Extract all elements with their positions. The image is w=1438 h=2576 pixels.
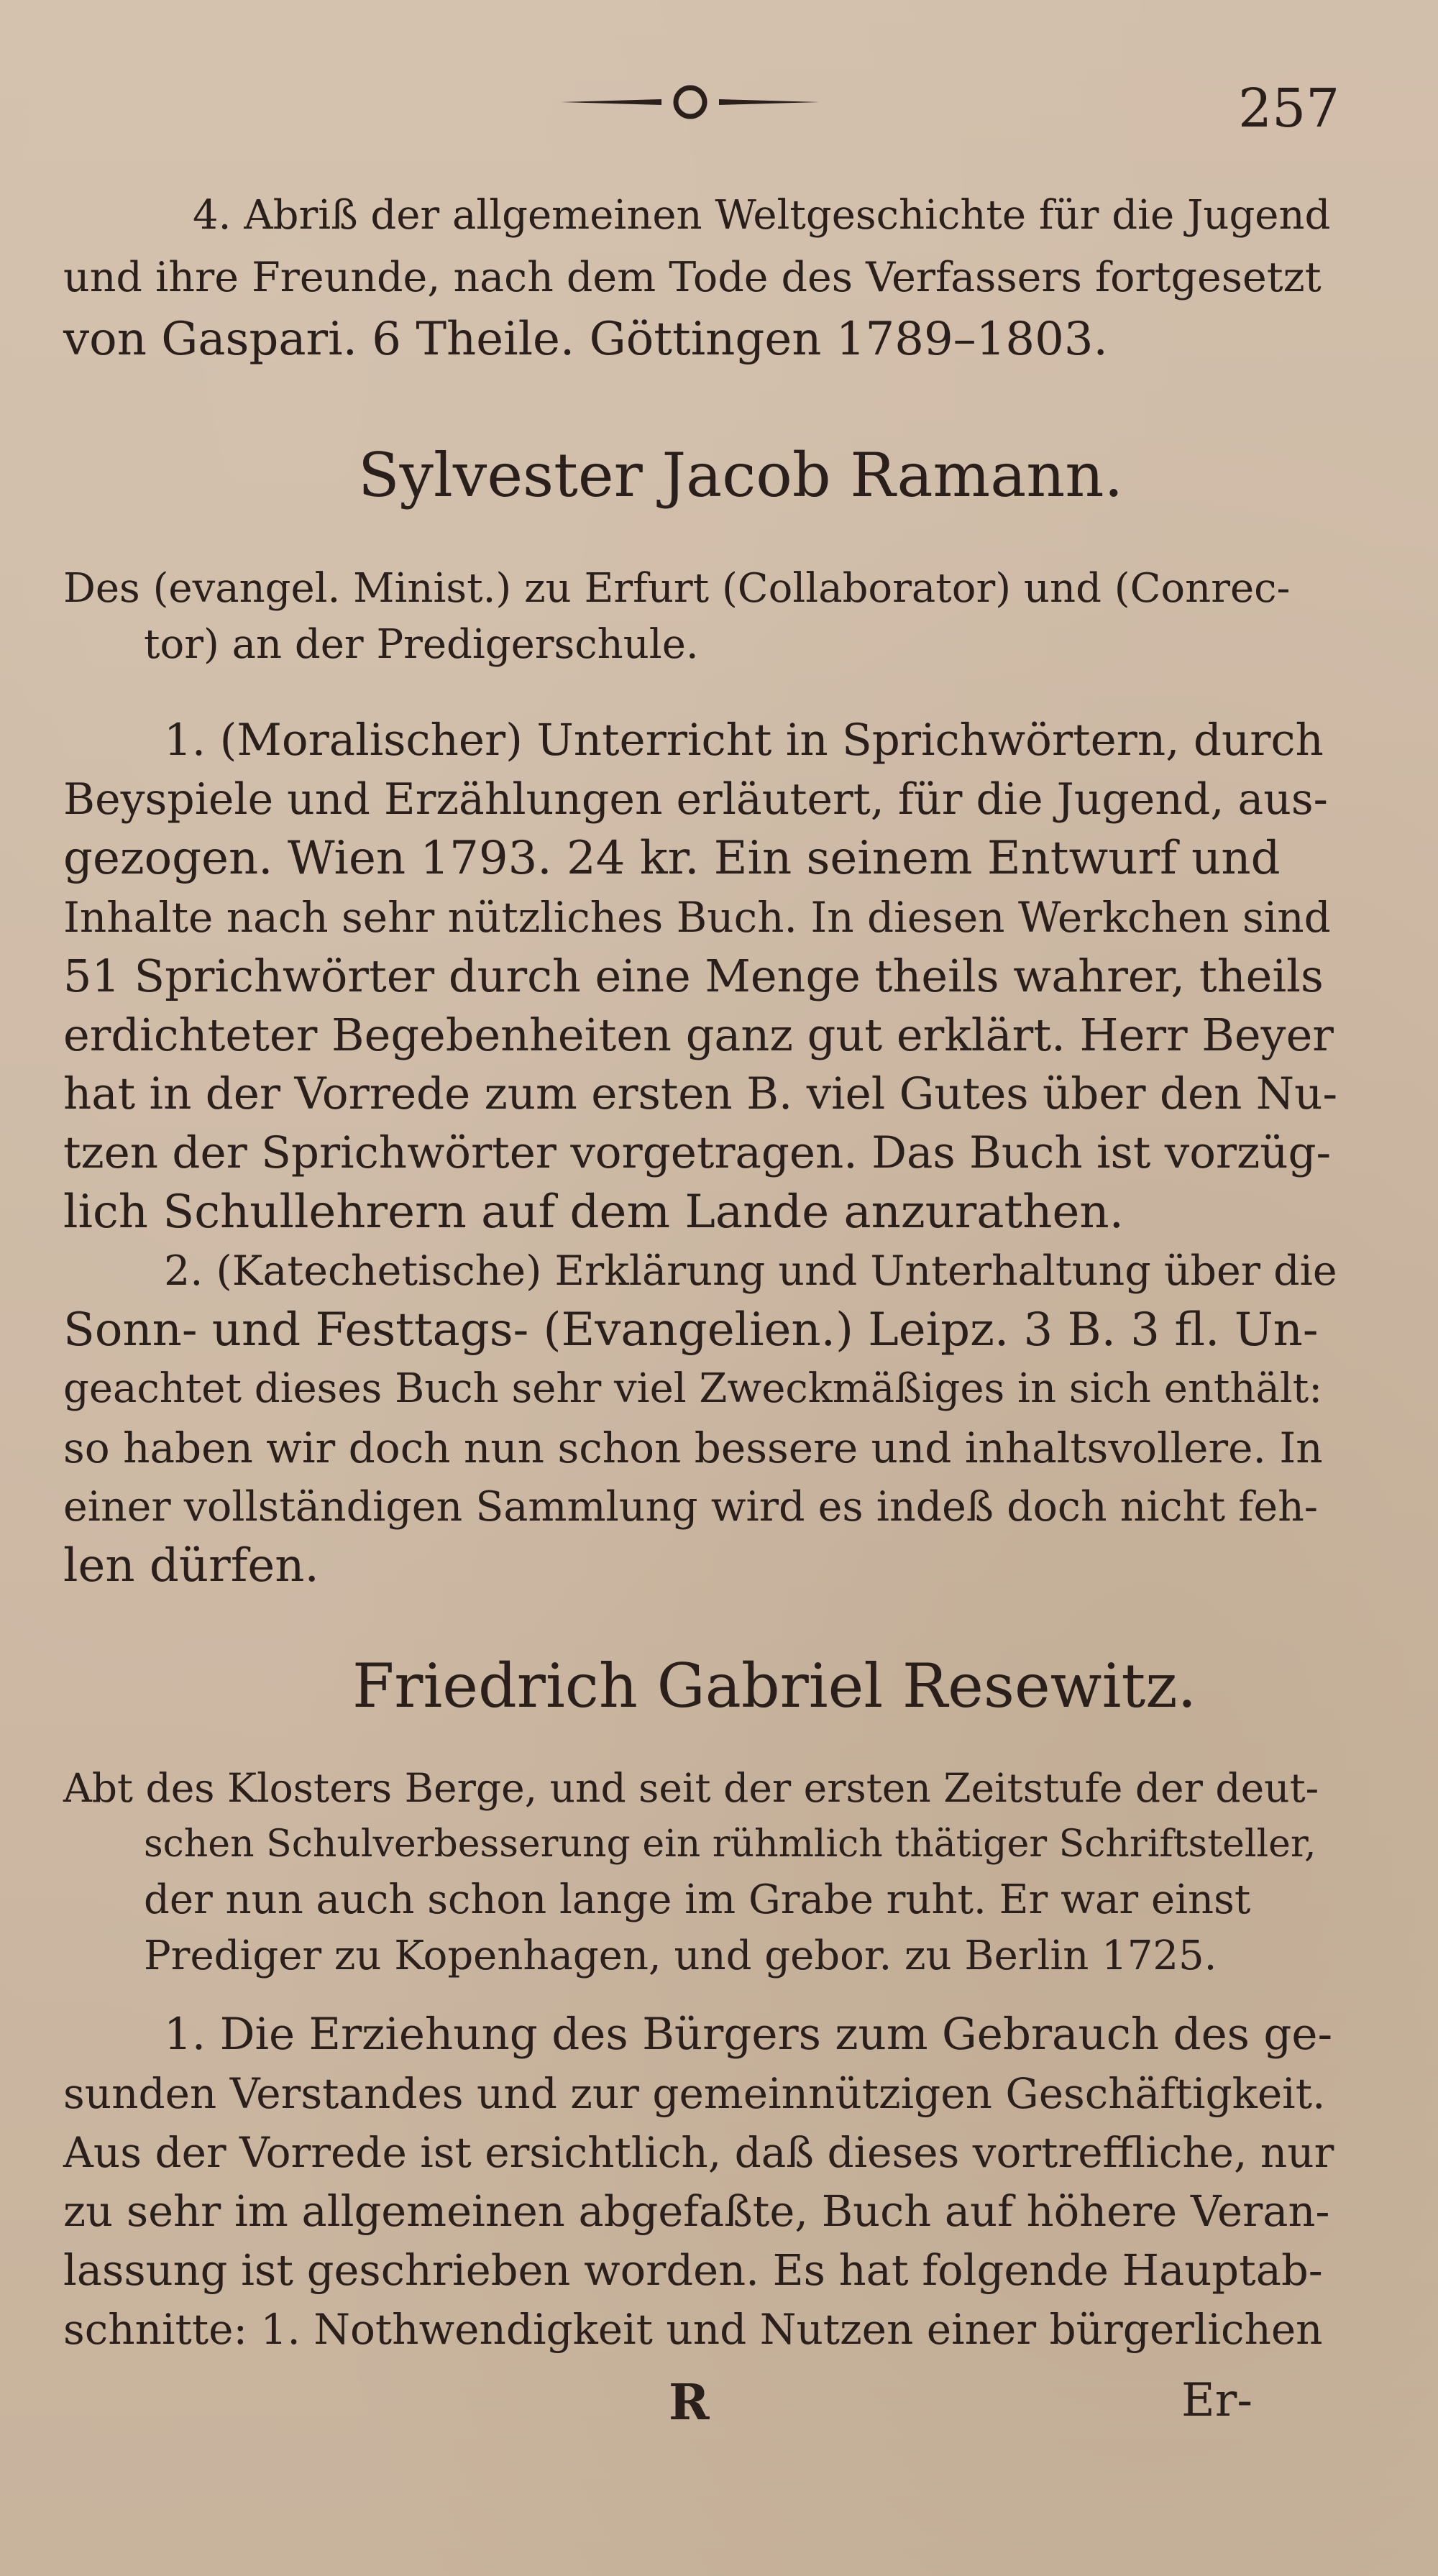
text-line: einer vollständigen Sammlung wird es indeß doch nicht feh- xyxy=(63,1483,1319,1531)
text-line: 51 Sprichwörter durch eine Menge theils wahrer, theils xyxy=(63,950,1324,1002)
intro-line: der nun auch schon lange im Grabe ruht. Er war einst xyxy=(144,1876,1251,1923)
text-line: 1. (Moralischer) Unterricht in Sprichwörtern, durch xyxy=(164,715,1324,766)
text-line: von Gaspari. 6 Theile. Göttingen 1789–1803. xyxy=(63,313,1108,366)
text-line: gezogen. Wien 1793. 24 kr. Ein seinem Entwurf und xyxy=(63,832,1281,885)
text-line: len dürfen. xyxy=(63,1539,319,1592)
text-line: schnitte: 1. Nothwendigkeit und Nutzen einer bürgerlichen xyxy=(63,2305,1323,2354)
text-line: Aus der Vorrede ist ersichtlich, daß dieses vortreffliche, nur xyxy=(63,2128,1334,2177)
intro-line: schen Schulverbesserung ein rühmlich thätiger Schriftsteller, xyxy=(144,1823,1316,1866)
text-line: so haben wir doch nun schon bessere und inhaltsvollere. In xyxy=(63,1424,1323,1472)
text-line: Inhalte nach sehr nützliches Buch. In diesen Werkchen sind xyxy=(63,893,1331,942)
signature-mark: R xyxy=(669,2374,710,2431)
text-line: 1. Die Erziehung des Bürgers zum Gebrauch des ge- xyxy=(164,2009,1333,2060)
text-line: und ihre Freunde, nach dem Tode des Verfassers fortgesetzt xyxy=(63,254,1322,301)
text-line: sunden Verstandes und zur gemeinnützigen Geschäftigkeit. xyxy=(63,2069,1326,2118)
text-line: lich Schullehrern auf dem Lande anzurathen. xyxy=(63,1186,1124,1239)
section-heading: Sylvester Jacob Ramann. xyxy=(358,440,1124,510)
intro-line: tor) an der Predigerschule. xyxy=(144,621,699,668)
intro-line: Abt des Klosters Berge, und seit der ersten Zeitstufe der deut- xyxy=(63,1765,1319,1811)
text-line: hat in der Vorrede zum ersten B. viel Gutes über den Nu- xyxy=(63,1068,1338,1119)
text-line: lassung ist geschrieben worden. Es hat folgende Hauptab- xyxy=(63,2245,1323,2295)
text-line: Beyspiele und Erzählungen erläutert, für die Jugend, aus- xyxy=(63,774,1328,825)
text-line: erdichteter Begebenheiten ganz gut erklärt. Herr Beyer xyxy=(63,1009,1334,1061)
page-number: 257 xyxy=(1238,78,1340,139)
text-line: geachtet dieses Buch sehr viel Zweckmäßiges in sich enthält: xyxy=(63,1365,1323,1412)
text-line: 2. (Katechetische) Erklärung und Unterhaltung über die xyxy=(164,1247,1337,1295)
section-heading: Friedrich Gabriel Resewitz. xyxy=(352,1651,1197,1721)
text-line: Sonn- und Festtags- (Evangelien.) Leipz. 3 B. 3 fl. Un- xyxy=(63,1303,1319,1357)
intro-line: Des (evangel. Minist.) zu Erfurt (Collaborator) und (Conrec- xyxy=(63,565,1291,612)
intro-line: Prediger zu Kopenhagen, und gebor. zu Berlin 1725. xyxy=(144,1933,1217,1979)
text-line: 4. Abriß der allgemeinen Weltgeschichte für die Jugend xyxy=(193,192,1331,239)
catchword: Er- xyxy=(1181,2374,1252,2427)
text-line: tzen der Sprichwörter vorgetragen. Das Buch ist vorzüg- xyxy=(63,1127,1332,1178)
ornament-rule xyxy=(554,81,827,124)
text-line: zu sehr im allgemeinen abgefaßte, Buch auf höhere Veran- xyxy=(63,2186,1330,2236)
